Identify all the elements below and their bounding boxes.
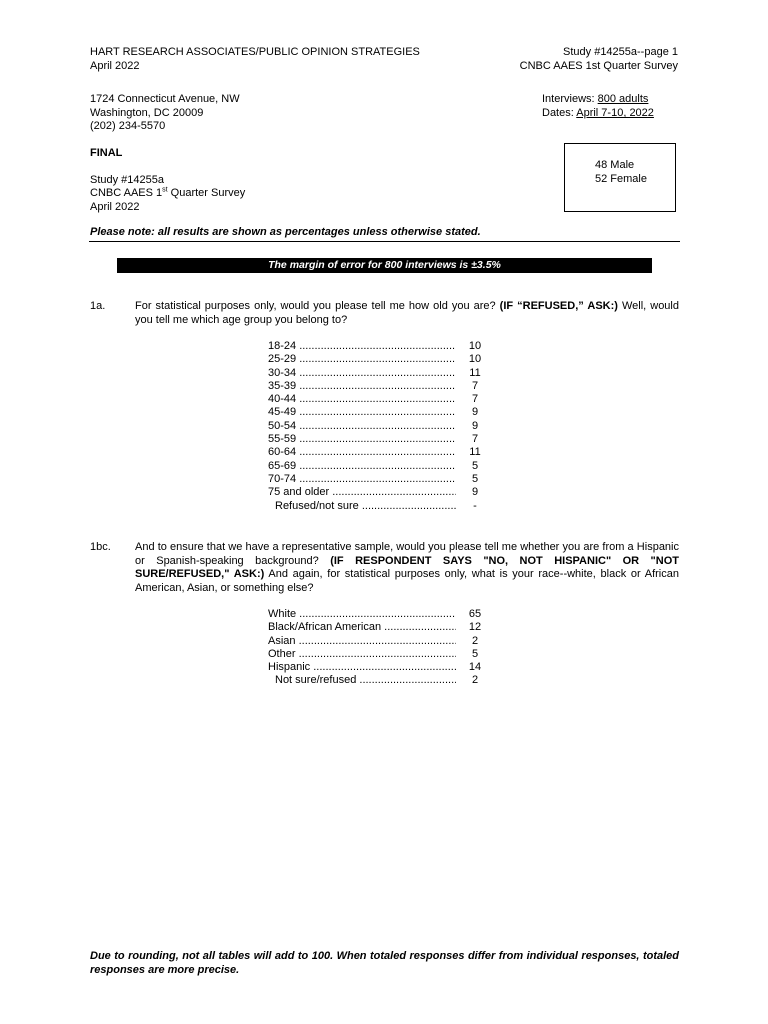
row-value: 2 [458,635,492,648]
q1bc-text-instruction: (IF RESPONDENT SAYS "NO, NOT HISPANIC" OR "NOT SURE/REFUSED," ASK:) [135,554,679,580]
row-label: 75 and older ..... [268,486,456,499]
row-label: 65-69 ..... [268,460,456,473]
row-value: 9 [458,406,492,419]
row-label: Not sure/refused ..... [275,674,456,687]
divider-rule [89,241,680,242]
row-value: 11 [458,446,492,459]
address-line2: Washington, DC 20009 [90,107,204,119]
address-phone: (202) 234-5570 [90,120,166,132]
row-label: Hispanic ..... [268,661,456,674]
row-value: 9 [458,420,492,433]
table-row [268,367,492,380]
rounding-footnote: Due to rounding, not all tables will add to 100. When totaled responses differ from individual responses, totaled responses are more precise. [90,950,679,976]
table-row [268,353,492,366]
interviews-value: 800 adults [597,93,649,105]
study-survey-sup: st [162,186,168,194]
study-survey-prefix: CNBC AAES 1 [90,187,163,199]
q1bc-text-part1: And to ensure that we have a representative sample, would you please tell me whether you are from a Hispanic or Spanish-speaking background? [135,541,679,567]
dates [542,107,654,121]
study-date: April 2022 [90,201,140,213]
table-row [268,473,492,486]
row-label: 40-44 ..... [268,393,456,406]
table-row [268,661,492,674]
row-value: 2 [458,674,492,687]
q1a-text-instruction: (IF “REFUSED,” ASK:) [499,300,618,312]
row-value: 11 [458,367,492,380]
row-value: 7 [458,433,492,446]
q1a-text-part1: For statistical purposes only, would you please tell me how old you are? [135,300,500,312]
table-row [268,674,492,687]
row-label: 60-64 ..... [268,446,456,459]
q1a-number: 1a. [90,300,106,312]
row-value: - [458,500,492,513]
address-line1: 1724 Connecticut Avenue, NW [90,93,240,105]
row-label: 70-74 ..... [268,473,456,486]
table-row [268,380,492,393]
row-label: 25-29 ..... [268,353,456,366]
row-label: 45-49 ..... [268,406,456,419]
row-label: White ..... [268,608,456,621]
row-label: Black/African American ..... [268,621,456,634]
table-row [268,648,492,661]
row-value: 12 [458,621,492,634]
table-row [268,500,492,513]
dates-label: Dates: [542,107,577,119]
table-row [268,621,492,634]
row-value: 5 [458,460,492,473]
row-value: 7 [458,380,492,393]
row-label: 35-39 ..... [268,380,456,393]
q1a-table [268,340,492,513]
dates-value: April 7-10, 2022 [576,107,654,119]
row-label: 55-59 ..... [268,433,456,446]
row-value: 9 [458,486,492,499]
row-value: 5 [458,648,492,661]
study-page: Study #14255a--page 1 [563,46,678,58]
row-label: Other ..... [268,648,456,661]
row-label: 30-34 ..... [268,367,456,380]
q1bc-table [268,608,492,688]
q1a-text [135,300,679,327]
survey-name: CNBC AAES 1st Quarter Survey [519,60,678,72]
study-survey-suffix: Quarter Survey [167,187,246,199]
row-value: 65 [458,608,492,621]
row-label: 50-54 ..... [268,420,456,433]
table-row [268,393,492,406]
table-row [268,340,492,353]
row-value: 14 [458,661,492,674]
firm-name: HART RESEARCH ASSOCIATES/PUBLIC OPINION STRATEGIES [90,46,420,58]
table-row [268,446,492,459]
row-value: 7 [458,393,492,406]
table-row [268,420,492,433]
margin-of-error-banner: The margin of error for 800 interviews is ±3.5% [117,258,652,273]
table-row [268,460,492,473]
table-row [268,608,492,621]
table-row [268,433,492,446]
row-label: Refused/not sure ..... [275,500,456,513]
q1bc-text-part2: And again, for statistical purposes only, what is your race--white, black or African American, Asian, or something else? [135,568,679,594]
q1bc-number: 1bc. [90,541,111,553]
interviews-label: Interviews: [542,93,598,105]
table-row [268,486,492,499]
gender-female: 52 Female [595,173,647,185]
q1a-text-part2: Well, would you tell me which age group you belong to? [135,300,679,326]
table-row [268,406,492,419]
study-number: Study #14255a [90,174,165,186]
row-value: 10 [458,340,492,353]
row-value: 5 [458,473,492,486]
row-label: 18-24 ..... [268,340,456,353]
percentages-note: Please note: all results are shown as percentages unless otherwise stated. [90,226,481,238]
table-row [268,635,492,648]
row-value: 10 [458,353,492,366]
study-survey [90,187,245,201]
header-date: April 2022 [90,60,140,72]
gender-male: 48 Male [595,159,635,171]
q1bc-text [135,541,679,595]
row-label: Asian ..... [268,635,456,648]
final-label: FINAL [90,147,123,159]
interviews [542,93,648,107]
